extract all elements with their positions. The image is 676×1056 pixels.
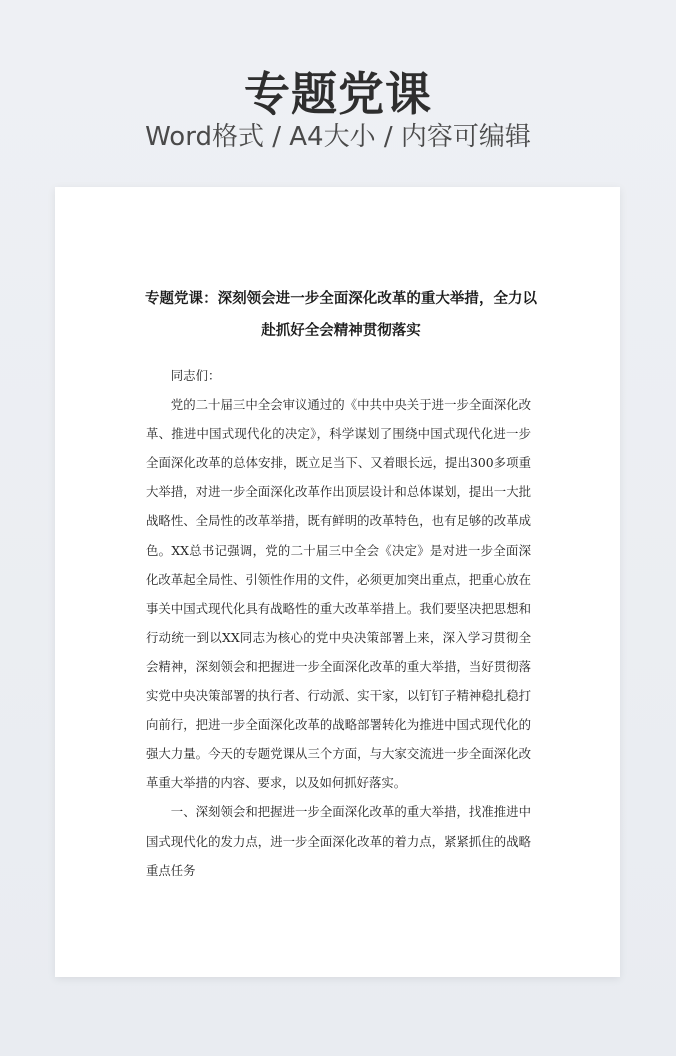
document-title: 专题党课：深刻领会进一步全面深化改革的重大举措，全力以赴抓好全会精神贯彻落实 — [145, 290, 537, 339]
document-body — [146, 361, 531, 885]
page-title: 专题党课 — [244, 67, 432, 121]
salutation-paragraph: 同志们： — [170, 368, 221, 383]
section-heading-paragraph: 一、深刻领会和把握进一步全面深化改革的重大举措，找准推进中国式现代化的发力点，进一步全面深化改革的着力点，紧紧抓住的战略重点任务 — [146, 804, 531, 878]
document-page — [55, 187, 620, 977]
body-paragraph: 党的二十届三中全会审议通过的《中共中央关于进一步全面深化改革、推进中国式现代化的决定》，科学谋划了围绕中国式现代化进一步全面深化改革的总体安排，既立足当下、又着眼长远，提出300多项重大举措，对进一步全面深化改革作出顶层设计和总体谋划，提出一大批战略性、全局性的改革举措，既有鲜明的改革特色，也有足够的改革成色。XX总书记强调，党的二十届三中全会《决定》是对进一步全面深化改革起全局性、引领性作用的文件，必须更加突出重点，把重心放在事关中国式现代化具有战略性的重大改革举措上。我们要坚决把思想和行动统一到以XX同志为核心的党中央决策部署上来，深入学习贯彻全会精神，深刻领会和把握进一步全面深化改革的重大举措，当好贯彻落实党中央决策部署的执行者、行动派、实干家，以钉钉子精神稳扎稳打向前行，把进一步全面深化改革的战略部署转化为推进中国式现代化的强大力量。今天的专题党课从三个方面，与大家交流进一步全面深化改革重大举措的内容、要求，以及如何抓好落实。 — [146, 397, 531, 791]
page-subtitle: Word格式 / A4大小 / 内容可编辑 — [145, 122, 531, 152]
